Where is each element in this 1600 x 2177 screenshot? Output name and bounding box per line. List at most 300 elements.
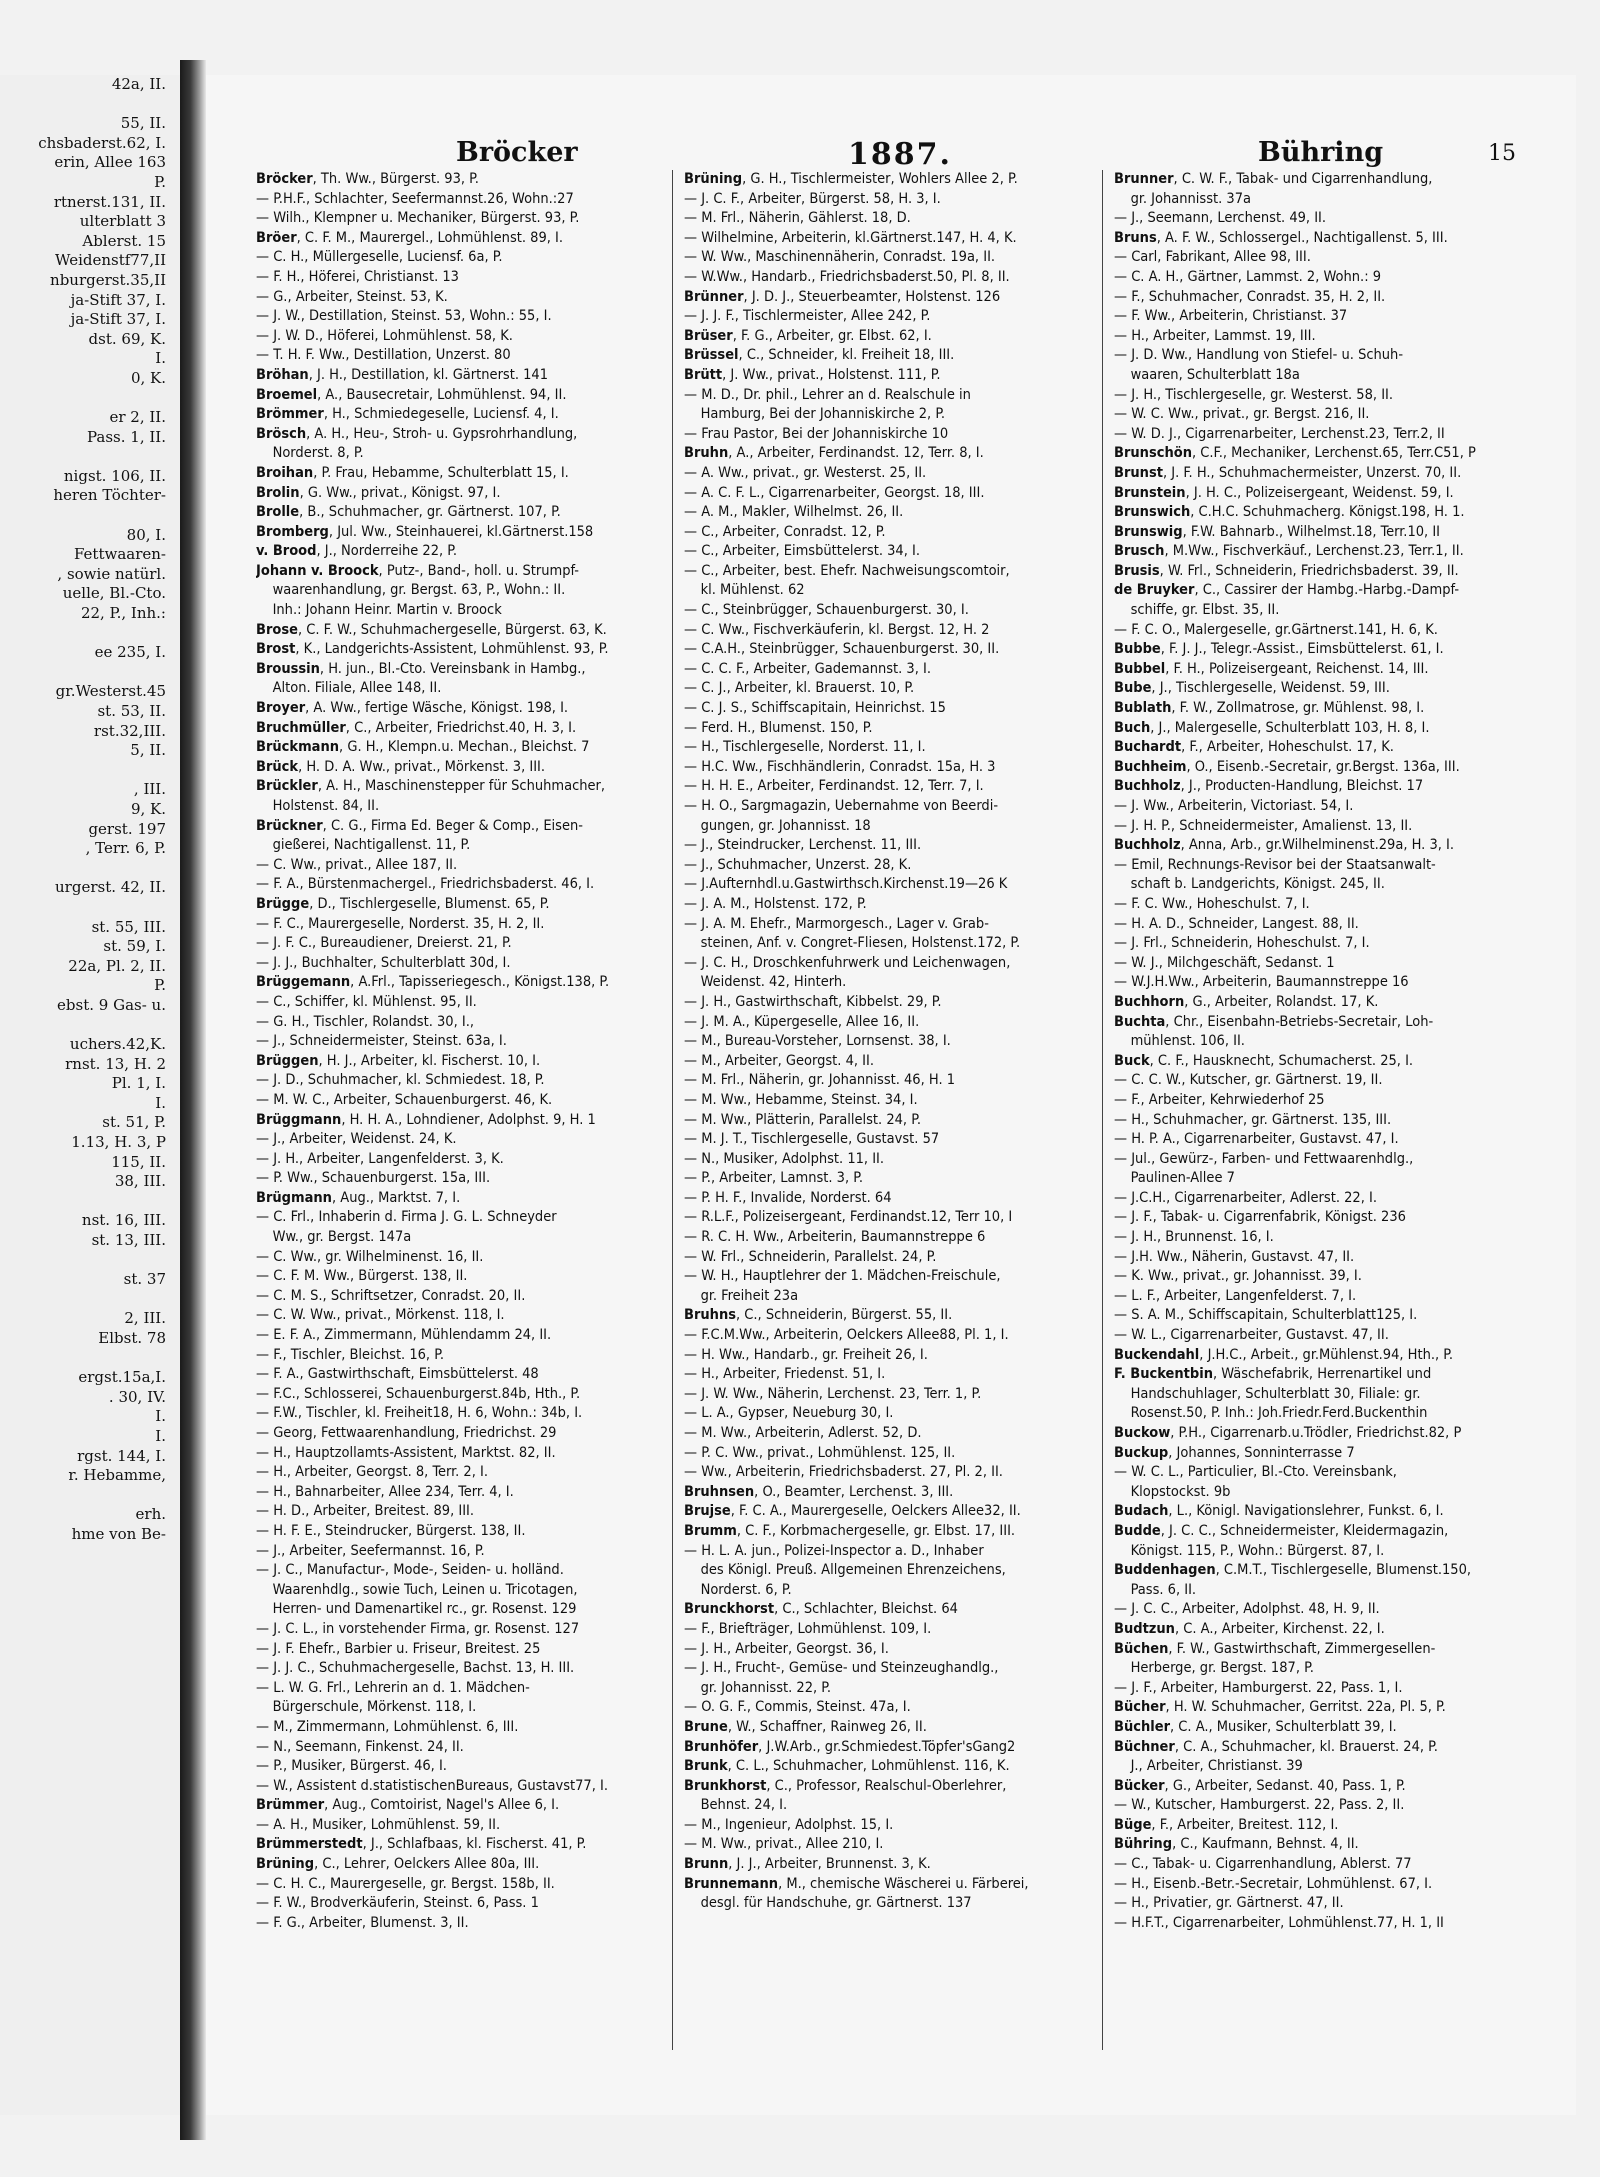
directory-entry: Broihan, P. Frau, Hebamme, Schulterblatt 15, I. (256, 464, 569, 481)
entry-surname: Buchhorn (1114, 993, 1185, 1010)
directory-entry: Buchhorn, G., Arbeiter, Rolandst. 17, K. (1114, 993, 1379, 1010)
directory-entry: — P., Arbeiter, Lamnst. 3, P. (684, 1170, 863, 1187)
directory-entry: Bücker, G., Arbeiter, Sedanst. 40, Pass. 1, P. (1114, 1777, 1406, 1794)
directory-entry: — F. A., Gastwirthschaft, Eimsbüttelerst. 48 (256, 1366, 539, 1383)
facing-page-line (0, 506, 180, 526)
entry-surname: Buckow (1114, 1425, 1171, 1441)
directory-entry: gungen, gr. Johannisst. 18 (684, 817, 871, 834)
directory-entry: Brüser, F. G., Arbeiter, gr. Elbst. 62, I. (684, 327, 932, 344)
directory-entry: Waarenhdlg., sowie Tuch, Leinen u. Tricotagen, (256, 1581, 578, 1598)
directory-entry: — J. Frl., Schneiderin, Hoheschulst. 7, I. (1114, 935, 1370, 952)
directory-entry: J., Arbeiter, Christianst. 39 (1114, 1758, 1303, 1775)
entry-surname: Brüning (256, 1856, 315, 1873)
directory-entry: Brütt, J. Ww., privat., Holstenst. 111, P. (684, 366, 941, 383)
directory-entry: Brümmerstedt, J., Schlafbaas, kl. Fischerst. 41, P. (256, 1836, 587, 1853)
directory-entry: — M., Zimmermann, Lohmühlenst. 6, III. (256, 1718, 519, 1735)
directory-entry: — J. W. Ww., Näherin, Lerchenst. 23, Terr. 1, P. (684, 1385, 982, 1402)
directory-entry: — J., Seemann, Lerchenst. 49, II. (1114, 210, 1327, 227)
facing-page-line: , Terr. 6, P. (85, 839, 166, 858)
facing-page-line: heren Töchter- (53, 486, 166, 505)
directory-entry: gr. Johannisst. 37a (1114, 190, 1251, 207)
entry-surname: Buchta (1114, 1013, 1166, 1030)
directory-entry: — J., Arbeiter, Weidenst. 24, K. (256, 1131, 457, 1148)
directory-entry: Norderst. 8, P. (256, 445, 364, 462)
entry-surname: Bruns (1114, 229, 1157, 246)
directory-entry: — P., Musiker, Bürgerst. 46, I. (256, 1758, 447, 1775)
entry-surname: Broemel (256, 386, 318, 403)
facing-page-line: gr.Westerst.45 (55, 682, 166, 701)
entry-surname: Bruhns (684, 1307, 737, 1324)
entry-surname: Bubbel (1114, 660, 1166, 677)
directory-entry: — J. W., Destillation, Steinst. 53, Wohn.: 55, I. (256, 308, 552, 325)
directory-entry: Brunswich, C.H.C. Schuhmacherg. Königst.198, H. 1. (1114, 504, 1465, 521)
facing-page-line: dst. 69, K. (88, 329, 166, 348)
directory-entry: — F., Tischler, Bleichst. 16, P. (256, 1346, 444, 1363)
directory-entry: Budde, J. C. C., Schneidermeister, Kleidermagazin, (1114, 1522, 1449, 1539)
directory-entry: — M., Bureau-Vorsteher, Lornsenst. 38, I. (684, 1033, 951, 1050)
directory-entry: Brunst, J. F. H., Schuhmachermeister, Unzerst. 70, II. (1114, 464, 1462, 481)
directory-entry: Budtzun, C. A., Arbeiter, Kirchenst. 22, I. (1114, 1620, 1385, 1637)
entry-surname: Brösch (256, 425, 307, 442)
directory-entry: — W. C. Ww., privat., gr. Bergst. 216, II. (1114, 406, 1370, 423)
facing-page-line: nigst. 106, II. (63, 466, 166, 485)
directory-entry: Brömmer, H., Schmiedegeselle, Luciensf. 4, I. (256, 406, 559, 423)
facing-page-line: urgerst. 42, II. (55, 878, 166, 897)
entry-surname: Brunkhorst (684, 1777, 767, 1794)
facing-page-line: I. (155, 1407, 166, 1426)
directory-entry: — H., Arbeiter, Friedenst. 51, I. (684, 1366, 886, 1383)
directory-entry: — S. A. M., Schiffscapitain, Schulterblatt125, I. (1114, 1307, 1418, 1324)
entry-surname: Brunswig (1114, 523, 1183, 540)
directory-entry: — J.H. Ww., Näherin, Gustavst. 47, II. (1114, 1248, 1355, 1265)
directory-entry: Brunschön, C.F., Mechaniker, Lerchenst.65, Terr.C51, P (1114, 445, 1476, 462)
facing-page-line: 0, K. (130, 368, 166, 387)
directory-entry: — H., Tischlergeselle, Norderst. 11, I. (684, 739, 926, 756)
directory-entry: — C. W. Ww., privat., Mörkenst. 118, I. (256, 1307, 505, 1324)
entry-surname: Brömmer (256, 406, 324, 423)
directory-entry: Büge, F., Arbeiter, Breitest. 112, I. (1114, 1816, 1339, 1833)
directory-entry: — H. F. E., Steindrucker, Bürgerst. 138, II. (256, 1522, 526, 1539)
directory-entry: Brunner, C. W. F., Tabak- und Cigarrenhandlung, (1114, 171, 1433, 187)
directory-entry: Herren- und Damenartikel rc., gr. Rosenst. 129 (256, 1601, 577, 1618)
directory-entry: — P. H. F., Invalide, Norderst. 64 (684, 1189, 892, 1206)
facing-page-line: rgst. 144, I. (77, 1446, 166, 1465)
facing-page-line: Ablerst. 15 (82, 231, 166, 250)
directory-entry: — Georg, Fettwaarenhandlung, Friedrichst. 29 (256, 1425, 557, 1441)
facing-page-line: uchers.42,K. (69, 1035, 166, 1054)
directory-entry: Bruhns, C., Schneiderin, Bürgerst. 55, II. (684, 1307, 953, 1324)
directory-entry: Bürgerschule, Mörkenst. 118, I. (256, 1699, 477, 1716)
directory-entry: — C., Arbeiter, Conradst. 12, P. (684, 523, 886, 540)
directory-entry: — J. F. C., Bureaudiener, Dreierst. 21, P. (256, 935, 512, 952)
directory-entry: Brunk, C. L., Schuhmacher, Lohmühlenst. 116, K. (684, 1758, 1010, 1775)
directory-entry: — F.C.M.Ww., Arbeiterin, Oelckers Allee88, Pl. 1, I. (684, 1327, 1009, 1344)
directory-entry: Bube, J., Tischlergeselle, Weidenst. 59, III. (1114, 680, 1390, 697)
directory-entry: — P.H.F., Schlachter, Seefermannst.26, Wohn.:27 (256, 190, 574, 207)
entry-surname: Broussin (256, 660, 320, 677)
directory-entry: Bruns, A. F. W., Schlossergel., Nachtigallenst. 5, III. (1114, 229, 1448, 246)
facing-page-line: ulterblatt 3 (79, 212, 166, 231)
directory-entry: — F. A., Bürstenmachergel., Friedrichsbaderst. 46, I. (256, 876, 595, 893)
directory-entry: — J. J. F., Tischlermeister, Allee 242, P. (684, 308, 931, 325)
directory-entry: — F., Briefträger, Lohmühlenst. 109, I. (684, 1620, 932, 1637)
directory-entry: Broussin, H. jun., Bl.-Cto. Vereinsbank in Hambg., (256, 660, 586, 677)
catchword-left: Bröcker (456, 137, 578, 168)
entry-surname: Bruhn (684, 445, 729, 462)
catchword-right: Bühring (1258, 137, 1384, 168)
directory-entry: — C. Ww., gr. Wilhelminenst. 16, II. (256, 1248, 484, 1265)
facing-page-line: I. (155, 349, 166, 368)
directory-entry: — J. C., Manufactur-, Mode-, Seiden- u. holländ. (256, 1562, 564, 1579)
facing-page-line (0, 624, 180, 644)
directory-entry: — C., Steinbrügger, Schauenburgerst. 30, I. (684, 602, 969, 619)
entry-surname: Johann v. Broock (256, 562, 379, 579)
entry-surname: Brüssel (684, 347, 739, 364)
directory-entry: — J. W. D., Höferei, Lohmühlenst. 58, K. (256, 327, 513, 344)
directory-entry: — R.L.F., Polizeisergeant, Ferdinandst.12, Terr 10, I (684, 1209, 1013, 1226)
directory-entry: Königst. 115, P., Wohn.: Bürgerst. 87, I. (1114, 1542, 1385, 1559)
directory-entry: — H., Schuhmacher, gr. Gärtnerst. 135, III. (1114, 1111, 1392, 1128)
entry-surname: Buchholz (1114, 778, 1181, 795)
entry-surname: Brüggmann (256, 1111, 342, 1128)
facing-page-line: 22, P., Inh.: (80, 604, 166, 623)
facing-page-line: nst. 16, III. (81, 1211, 166, 1230)
directory-column-1 (256, 170, 656, 2070)
entry-surname: Brunk (684, 1758, 728, 1775)
entry-surname: Brusis (1114, 562, 1160, 579)
directory-entry: Büchner, C. A., Schuhmacher, kl. Brauerst. 24, P. (1114, 1738, 1438, 1755)
directory-entry: — Wilhelmine, Arbeiterin, kl.Gärtnerst.147, H. 4, K. (684, 229, 1017, 246)
facing-page-line (0, 1251, 180, 1271)
directory-entry: — F.W., Tischler, kl. Freiheit18, H. 6, Wohn.: 34b, I. (256, 1405, 583, 1422)
directory-entry: — H., Privatier, gr. Gärtnerst. 47, II. (1114, 1895, 1344, 1912)
directory-entry: Brusis, W. Frl., Schneiderin, Friedrichsbaderst. 39, II. (1114, 562, 1459, 579)
directory-entry: Bromberg, Jul. Ww., Steinhauerei, kl.Gärtnerst.158 (256, 523, 594, 540)
directory-entry: Klopstockst. 9b (1114, 1483, 1231, 1500)
directory-entry: — M. Ww., Hebamme, Steinst. 34, I. (684, 1091, 918, 1108)
directory-entry: — C. Frl., Inhaberin d. Firma J. G. L. Schneyder (256, 1209, 557, 1226)
directory-entry: Alton. Filiale, Allee 148, II. (256, 680, 442, 697)
directory-entry: — J. H. P., Schneidermeister, Amalienst. 13, II. (1114, 817, 1413, 834)
facing-page-line: rtnerst.131, II. (53, 192, 166, 211)
entry-surname: Broihan (256, 464, 314, 481)
facing-page-line: r. Hebamme, (68, 1466, 166, 1485)
entry-surname: Bücher (1114, 1699, 1166, 1716)
facing-page-line: st. 13, III. (91, 1231, 166, 1250)
directory-entry: Norderst. 6, P. (684, 1581, 792, 1598)
directory-entry: — W.Ww., Handarb., Friedrichsbaderst.50, Pl. 8, II. (684, 268, 1010, 285)
directory-entry: — C. J. S., Schiffscapitain, Heinrichst. 15 (684, 700, 946, 717)
directory-entry: Brüggmann, H. H. A., Lohndiener, Adolphst. 9, H. 1 (256, 1111, 596, 1128)
facing-page-line: I. (155, 1426, 166, 1445)
facing-page-line: gerst. 197 (88, 819, 166, 838)
directory-entry: Brügge, D., Tischlergeselle, Blumenst. 65, P. (256, 895, 550, 912)
entry-surname: Buckup (1114, 1444, 1169, 1461)
facing-page-line: ebst. 9 Gas- u. (57, 995, 166, 1014)
facing-page-line (0, 898, 180, 918)
directory-entry: Broemel, A., Bausecretair, Lohmühlenst. 94, II. (256, 386, 567, 403)
directory-entry: kl. Mühlenst. 62 (684, 582, 805, 599)
directory-entry: Brose, C. F. W., Schuhmachergeselle, Bürgerst. 63, K. (256, 621, 607, 638)
facing-page-line: st. 55, III. (91, 917, 166, 936)
facing-page-line: nburgerst.35,II (50, 270, 166, 289)
directory-entry: — J., Schneidermeister, Steinst. 63a, I. (256, 1033, 507, 1050)
facing-page-line: uelle, Bl.-Cto. (62, 584, 166, 603)
directory-entry: — Frau Pastor, Bei der Johanniskirche 10 (684, 425, 949, 442)
directory-entry: — M. J. T., Tischlergeselle, Gustavst. 57 (684, 1131, 940, 1148)
directory-entry: Brujse, F. C. A., Maurergeselle, Oelckers Allee32, II. (684, 1503, 1021, 1520)
facing-page-line: st. 37 (123, 1270, 166, 1289)
entry-surname: Brüggemann (256, 974, 351, 991)
directory-entry: Bröhan, J. H., Destillation, kl. Gärtnerst. 141 (256, 366, 549, 383)
directory-entry: — J. H., Arbeiter, Georgst. 36, I. (684, 1640, 889, 1657)
entry-surname: Brumm (684, 1522, 737, 1539)
facing-page-line: 42a, II. (111, 75, 166, 93)
directory-entry: — C. J., Arbeiter, kl. Brauerst. 10, P. (684, 680, 915, 697)
directory-entry: — W. H., Hauptlehrer der 1. Mädchen-Freischule, (684, 1268, 1001, 1285)
directory-entry: Bruhnsen, O., Beamter, Lerchenst. 3, III. (684, 1483, 954, 1500)
entry-surname: Brunckhorst (684, 1601, 775, 1618)
directory-entry: Weidenst. 42, Hinterh. (684, 974, 847, 991)
directory-entry: — H., Arbeiter, Georgst. 8, Terr. 2, I. (256, 1464, 488, 1481)
facing-page-line: 22a, Pl. 2, II. (68, 956, 166, 975)
directory-entry: Brost, K., Landgerichts-Assistent, Lohmühlenst. 93, P. (256, 641, 609, 658)
directory-entry: — Ferd. H., Blumenst. 150, P. (684, 719, 873, 736)
directory-entry: Brusch, M.Ww., Fischverkäuf., Lerchenst.23, Terr.1, II. (1114, 543, 1464, 560)
directory-entry: — H.F.T., Cigarrenarbeiter, Lohmühlenst.77, H. 1, II (1114, 1914, 1444, 1931)
facing-page-line: 55, II. (120, 114, 166, 133)
directory-entry: — C. C. W., Kutscher, gr. Gärtnerst. 19, II. (1114, 1072, 1383, 1089)
directory-entry: Bubbel, F. H., Polizeisergeant, Reichenst. 14, III. (1114, 660, 1429, 677)
directory-entry: Handschuhlager, Schulterblatt 30, Filiale: gr. (1114, 1385, 1421, 1402)
entry-surname: Büchler (1114, 1718, 1171, 1735)
directory-entry: — C., Arbeiter, best. Ehefr. Nachweisungscomtoir, (684, 562, 1010, 579)
directory-entry: Brösch, A. H., Heu-, Stroh- u. Gypsrohrhandlung, (256, 425, 578, 442)
entry-surname: Brunhöfer (684, 1738, 759, 1755)
entry-surname: Büchner (1114, 1738, 1175, 1755)
directory-entry: Bublath, F. W., Zollmatrose, gr. Mühlenst. 98, I. (1114, 700, 1425, 717)
directory-entry: — F., Arbeiter, Kehrwiederhof 25 (1114, 1091, 1325, 1108)
entry-surname: Brunswich (1114, 504, 1191, 521)
directory-entry: — C. H. C., Maurergeselle, gr. Bergst. 158b, II. (256, 1875, 555, 1892)
directory-entry: — J. A. M. Ehefr., Marmorgesch., Lager v. Grab- (684, 915, 989, 932)
directory-entry: — O. G. F., Commis, Steinst. 47a, I. (684, 1699, 911, 1716)
entry-surname: Buchholz (1114, 837, 1181, 854)
page-number: 15 (1488, 141, 1516, 166)
directory-entry: Brück, H. D. A. Ww., privat., Mörkenst. 3, III. (256, 758, 546, 775)
facing-page-line: Pl. 1, I. (111, 1074, 166, 1093)
directory-entry: Buck, C. F., Hausknecht, Schumacherst. 25, I. (1114, 1052, 1414, 1069)
directory-entry: — T. H. F. Ww., Destillation, Unzerst. 80 (256, 347, 511, 364)
directory-entry: — F. G., Arbeiter, Blumenst. 3, II. (256, 1914, 469, 1931)
entry-surname: Bromberg (256, 523, 329, 540)
entry-surname: Brückner (256, 817, 323, 834)
facing-page-line: , III. (133, 780, 166, 799)
facing-page-line: P. (154, 172, 166, 191)
entry-surname: Brüser (684, 327, 733, 344)
entry-surname: Brümmer (256, 1797, 325, 1814)
directory-entry: Brunstein, J. H. C., Polizeisergeant, Weidenst. 59, I. (1114, 484, 1454, 501)
facing-page-line: 38, III. (114, 1172, 166, 1191)
directory-entry: — C. F. M. Ww., Bürgerst. 138, II. (256, 1268, 468, 1285)
facing-page-line: 80, I. (126, 525, 166, 544)
directory-entry: des Königl. Preuß. Allgemeinen Ehrenzeichens, (684, 1562, 1006, 1579)
directory-entry: schiffe, gr. Elbst. 35, II. (1114, 602, 1280, 619)
directory-entry: — J. H., Tischlergeselle, gr. Westerst. 58, II. (1114, 386, 1394, 403)
year-heading: 1887. (848, 137, 952, 172)
directory-entry: Brünner, J. D. J., Steuerbeamter, Holstenst. 126 (684, 288, 1001, 305)
entry-surname: Brunnemann (684, 1875, 779, 1892)
entry-surname: Budtzun (1114, 1620, 1175, 1637)
entry-surname: Buckendahl (1114, 1346, 1200, 1363)
directory-entry: Buddenhagen, C.M.T., Tischlergeselle, Blumenst.150, (1114, 1562, 1472, 1579)
directory-entry: — J. F. Ehefr., Barbier u. Friseur, Breitest. 25 (256, 1640, 541, 1657)
directory-entry: — W., Assistent d.statistischenBureaus, Gustavst77, I. (256, 1777, 608, 1794)
facing-page-line: ee 235, I. (94, 643, 166, 662)
directory-entry: — W. C. L., Particulier, Bl.-Cto. Vereinsbank, (1114, 1464, 1397, 1481)
directory-entry: Buckow, P.H., Cigarrenarb.u.Trödler, Friedrichst.82, P (1114, 1425, 1462, 1441)
directory-entry: — Carl, Fabrikant, Allee 98, III. (1114, 249, 1311, 266)
directory-entry: desgl. für Handschuhe, gr. Gärtnerst. 137 (684, 1895, 972, 1912)
directory-entry: — J.Aufternhdl.u.Gastwirthsch.Kirchenst.19—26 K (684, 876, 1008, 893)
directory-entry: — J. J., Buchhalter, Schulterblatt 30d, I. (256, 954, 511, 971)
directory-entry: — C., Tabak- u. Cigarrenhandlung, Ablerst. 77 (1114, 1856, 1412, 1873)
directory-entry: mühlenst. 106, II. (1114, 1033, 1245, 1050)
directory-entry: Buchholz, Anna, Arb., gr.Wilhelminenst.29a, H. 3, I. (1114, 837, 1455, 854)
page-bottom-margin (206, 2115, 1576, 2177)
directory-entry: Buch, J., Malergeselle, Schulterblatt 103, H. 8, I. (1114, 719, 1430, 736)
entry-surname: Brüning (684, 171, 743, 187)
directory-entry: Brüning, C., Lehrer, Oelckers Allee 80a, III. (256, 1856, 540, 1873)
directory-entry: Büchler, C. A., Musiker, Schulterblatt 39, I. (1114, 1718, 1397, 1735)
entry-surname: Brügge (256, 895, 310, 912)
directory-entry: — J. D., Schuhmacher, kl. Schmiedest. 18, P. (256, 1072, 545, 1089)
directory-entry: — R. C. H. Ww., Arbeiterin, Baumannstreppe 6 (684, 1229, 986, 1246)
directory-entry: Bubbe, F. J. J., Telegr.-Assist., Eimsbüttelerst. 61, I. (1114, 641, 1444, 658)
facing-page-line: Fettwaaren- (73, 545, 166, 564)
directory-entry: — A. Ww., privat., gr. Westerst. 25, II. (684, 464, 927, 481)
entry-surname: Brose (256, 621, 298, 638)
directory-entry: — F. H., Höferei, Christianst. 13 (256, 268, 459, 285)
directory-entry: Brune, W., Schaffner, Rainweg 26, II. (684, 1718, 927, 1735)
directory-entry: Behnst. 24, I. (684, 1797, 788, 1814)
directory-entry: F. Buckentbin, Wäschefabrik, Herrenartikel und (1114, 1366, 1432, 1383)
directory-entry: — J.C.H., Cigarrenarbeiter, Adlerst. 22, I. (1114, 1189, 1377, 1206)
directory-entry: — M. W. C., Arbeiter, Schauenburgerst. 46, K. (256, 1091, 553, 1108)
facing-page-line: , sowie natürl. (57, 564, 166, 583)
directory-entry: Buchardt, F., Arbeiter, Hoheschulst. 17, K. (1114, 739, 1394, 756)
entry-surname: Brückler (256, 778, 318, 795)
directory-entry: — J. H., Frucht-, Gemüse- und Steinzeughandlg., (684, 1660, 999, 1677)
directory-entry: Brumm, C. F., Korbmachergeselle, gr. Elbst. 17, III. (684, 1522, 1016, 1539)
directory-entry: — G. H., Tischler, Rolandst. 30, I., (256, 1013, 475, 1030)
directory-entry: Bröcker, Th. Ww., Bürgerst. 93, P. (256, 171, 479, 187)
directory-entry: gr. Freiheit 23a (684, 1287, 799, 1304)
facing-page-line: st. 59, I. (103, 937, 166, 956)
directory-entry: Brügmann, Aug., Marktst. 7, I. (256, 1189, 461, 1206)
directory-entry: Brolin, G. Ww., privat., Königst. 97, I. (256, 484, 501, 501)
facing-page-line: 115, II. (111, 1152, 166, 1171)
directory-entry: — H.C. Ww., Fischhändlerin, Conradst. 15a, H. 3 (684, 758, 996, 775)
directory-entry: — H. H. E., Arbeiter, Ferdinandst. 12, Terr. 7, I. (684, 778, 984, 795)
directory-entry: Inh.: Johann Heinr. Martin v. Broock (256, 602, 502, 619)
directory-entry: Bruchmüller, C., Arbeiter, Friedrichst.40, H. 3, I. (256, 719, 577, 736)
directory-entry: schaft b. Landgerichts, Königst. 245, II. (1114, 876, 1385, 893)
directory-entry: Bücher, H. W. Schuhmacher, Gerritst. 22a, Pl. 5, P. (1114, 1699, 1446, 1716)
facing-page-line (0, 1290, 180, 1310)
facing-page-line (0, 95, 180, 115)
directory-entry: Herberge, gr. Bergst. 187, P. (1114, 1660, 1314, 1677)
facing-page-line: . 30, IV. (108, 1387, 166, 1406)
entry-surname: Bücker (1114, 1777, 1165, 1794)
directory-entry: de Bruyker, C., Cassirer der Hambg.-Harbg.-Dampf- (1114, 582, 1460, 599)
directory-entry: — M. Frl., Näherin, gr. Johannisst. 46, H. 1 (684, 1072, 956, 1089)
entry-surname: Bruchmüller (256, 719, 346, 736)
directory-entry: — J. H., Brunnenst. 16, I. (1114, 1229, 1274, 1246)
directory-entry: — H. A. D., Schneider, Langest. 88, II. (1114, 915, 1359, 932)
directory-entry: — H., Hauptzollamts-Assistent, Marktst. 82, II. (256, 1444, 556, 1461)
directory-entry: — J. H., Arbeiter, Langenfelderst. 3, K. (256, 1150, 504, 1167)
facing-page-line: st. 51, P. (102, 1113, 166, 1132)
entry-surname: Bube (1114, 680, 1152, 697)
directory-entry: — Ww., Arbeiterin, Friedrichsbaderst. 27, Pl. 2, II. (684, 1464, 1003, 1481)
facing-page-line: Weidenstf77,II (55, 251, 166, 270)
directory-entry: v. Brood, J., Norderreihe 22, P. (256, 543, 458, 560)
facing-page-line (0, 389, 180, 409)
directory-entry: — W. Ww., Maschinennäherin, Conradst. 19a, II. (684, 249, 996, 266)
directory-entry: Brunnemann, M., chemische Wäscherei u. Färberei, (684, 1875, 1029, 1892)
directory-entry: — F. C. Ww., Hoheschulst. 7, I. (1114, 895, 1310, 912)
directory-entry: — C., Schiffer, kl. Mühlenst. 95, II. (256, 993, 477, 1010)
directory-entry: — G., Arbeiter, Steinst. 53, K. (256, 288, 448, 305)
entry-surname: Buch (1114, 719, 1151, 736)
entry-surname: Brüggen (256, 1052, 319, 1069)
directory-entry: Bruhn, A., Arbeiter, Ferdinandst. 12, Terr. 8, I. (684, 445, 984, 462)
entry-surname: Bruhnsen (684, 1483, 755, 1500)
directory-entry: — H. D., Arbeiter, Breitest. 89, III. (256, 1503, 475, 1520)
directory-entry: — H., Eisenb.-Betr.-Secretair, Lohmühlenst. 67, I. (1114, 1875, 1433, 1892)
directory-entry: — J. A. M., Holstenst. 172, P. (684, 895, 867, 912)
directory-page (206, 75, 1576, 2115)
entry-surname: Buddenhagen (1114, 1562, 1216, 1579)
directory-entry: Budach, L., Königl. Navigationslehrer, Funkst. 6, I. (1114, 1503, 1444, 1520)
directory-entry: Brunkhorst, C., Professor, Realschul-Oberlehrer, (684, 1777, 1007, 1794)
directory-entry: Brümmer, Aug., Comtoirist, Nagel's Allee 6, I. (256, 1797, 560, 1814)
entry-surname: Bröhan (256, 366, 309, 383)
directory-entry: — A. H., Musiker, Lohmühlenst. 59, II. (256, 1816, 501, 1833)
facing-page-line: ja-Stift 37, I. (70, 310, 166, 329)
directory-entry: Brückmann, G. H., Klempn.u. Mechan., Bleichst. 7 (256, 739, 590, 756)
directory-entry: — N., Seemann, Finkenst. 24, II. (256, 1738, 464, 1755)
facing-page-line (0, 1349, 180, 1369)
entry-surname: v. Brood (256, 543, 317, 560)
directory-entry: Brunhöfer, J.W.Arb., gr.Schmiedest.Töpfer'sGang2 (684, 1738, 1016, 1755)
directory-entry: Brückner, C. G., Firma Ed. Beger & Comp., Eisen- (256, 817, 583, 834)
directory-entry: Buchholz, J., Producten-Handlung, Bleichst. 17 (1114, 778, 1424, 795)
directory-entry: Buchta, Chr., Eisenbahn-Betriebs-Secretair, Loh- (1114, 1013, 1434, 1030)
entry-surname: Bubbe (1114, 641, 1161, 658)
facing-page-line: 9, K. (130, 799, 166, 818)
directory-entry: — H., Arbeiter, Lammst. 19, III. (1114, 327, 1316, 344)
facing-page-line: Pass. 1, II. (87, 427, 166, 446)
directory-entry: Büchen, F. W., Gastwirthschaft, Zimmergesellen- (1114, 1640, 1436, 1657)
directory-entry: — J. C. L., in vorstehender Firma, gr. Rosenst. 127 (256, 1620, 580, 1637)
directory-entry: — C. A. H., Gärtner, Lammst. 2, Wohn.: 9 (1114, 268, 1382, 285)
directory-entry: Johann v. Broock, Putz-, Band-, holl. u. Strumpf- (256, 562, 580, 579)
directory-entry: waarenhandlung, gr. Bergst. 63, P., Wohn.: II. (256, 582, 566, 599)
directory-entry: Buckendahl, J.H.C., Arbeit., gr.Mühlenst.94, Hth., P. (1114, 1346, 1454, 1363)
facing-page-line: er 2, II. (109, 408, 166, 427)
